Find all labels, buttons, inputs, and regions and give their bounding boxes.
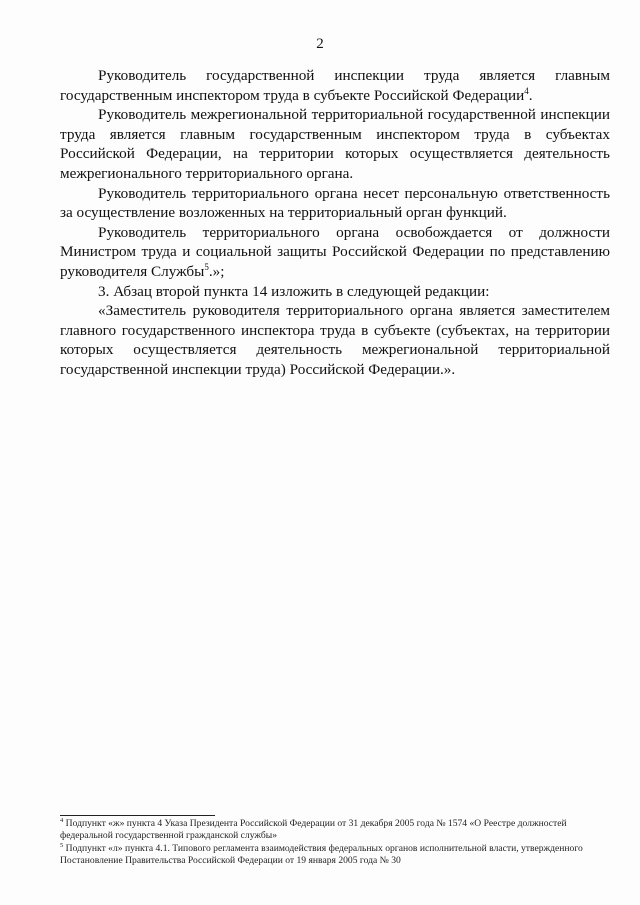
paragraph-text: «Заместитель руководителя территориального органа является заместителем главного государственного инспектора труда в субъекте (субъектах, на территории которых осуществляется деятельность межрегиональной территориальной государственной инспекции труда) Российской Федерации.». (60, 302, 610, 378)
paragraph-5 (60, 282, 610, 302)
paragraph-text: Руководитель государственной инспекции труда является главным государственным инспектором труда в субъекте Российской Федерации (60, 67, 610, 104)
paragraph-4 (60, 223, 610, 282)
footnote-text: Подпункт «ж» пункта 4 Указа Президента Российской Федерации от 31 декабря 2005 года № 1574 «О Реестре должностей федеральной государственной гражданской службы» (60, 818, 567, 842)
paragraph-text: Руководитель межрегиональной территориальной государственной инспекции труда является главным государственным инспектором труда в субъектах Российской Федерации, на территории которых осуществляется деятельность межрегионального территориального органа. (60, 106, 610, 182)
document-body (60, 66, 610, 380)
paragraph-text: Руководитель территориального органа несет персональную ответственность за осуществление возложенных на территориальный орган функций. (60, 184, 610, 222)
footnotes (60, 818, 615, 868)
footnote-divider (60, 815, 215, 816)
paragraph-2 (60, 105, 610, 183)
page-number: 2 (316, 36, 324, 52)
paragraph-3 (60, 184, 610, 223)
footnote-text: Подпункт «л» пункта 4.1. Типового регламента взаимодействия федеральных органов исполнительной власти, утвержденного Постановление Правительства Российской Федерации от 19 января 2005 года № 30 (60, 842, 583, 867)
footnote-5 (60, 843, 615, 868)
paragraph-text: Руководитель территориального органа освобождается от должности Министром труда и социальной защиты Российской Федерации по представлению руководителя Службы (60, 223, 610, 280)
paragraph-1 (60, 66, 610, 105)
footnote-ref-4[interactable]: 4 (524, 85, 529, 96)
paragraph-tail: .»; (208, 262, 225, 280)
paragraph-text: 3. Абзац второй пункта 14 изложить в следующей редакции: (98, 282, 490, 300)
footnote-4 (60, 818, 615, 843)
footnote-mark: 5 (60, 841, 64, 849)
paragraph-6 (60, 301, 610, 379)
paragraph-tail: . (528, 86, 533, 104)
footnote-mark: 4 (60, 816, 64, 824)
footnote-ref-5[interactable]: 5 (204, 261, 209, 272)
